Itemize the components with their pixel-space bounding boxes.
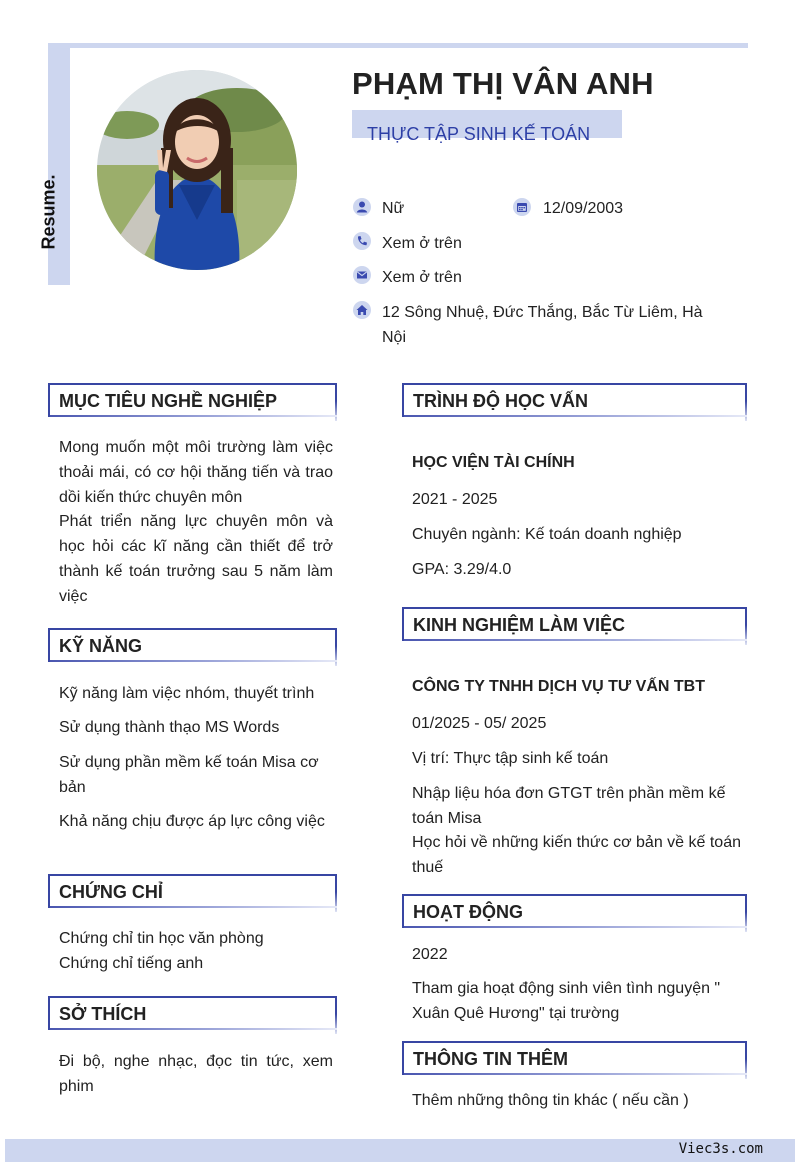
- activity-year: 2022: [412, 946, 448, 963]
- phone-icon: [353, 232, 371, 250]
- skill-item: Sử dụng thành thạo MS Words: [59, 719, 280, 736]
- home-icon: [353, 301, 371, 319]
- certificates-title: CHỨNG CHỈ: [59, 882, 163, 902]
- certificate-item: Chứng chỉ tiếng anh: [59, 955, 204, 972]
- education-major: Chuyên ngành: Kế toán doanh nghiệp: [412, 526, 682, 543]
- footer-bar: [5, 1139, 795, 1162]
- profile-photo: [97, 70, 297, 270]
- email-icon: [353, 266, 371, 284]
- extra-section-header: [402, 1041, 747, 1075]
- certificates-section-header: [48, 874, 337, 908]
- experience-period: 01/2025 - 05/ 2025: [412, 715, 547, 732]
- activities-section-header: [402, 894, 747, 928]
- extra-title: THÔNG TIN THÊM: [413, 1049, 568, 1069]
- experience-section-header: [402, 607, 747, 641]
- experience-task: Nhập liệu hóa đơn GTGT trên phần mềm kế toán Misa: [412, 785, 726, 827]
- phone-value: Xem ở trên: [382, 235, 462, 252]
- resume-side-label: Resume.: [38, 174, 59, 250]
- skill-item: Sử dụng phần mềm kế toán Misa cơ bản: [59, 754, 319, 796]
- candidate-name: PHẠM THỊ VÂN ANH: [352, 66, 654, 101]
- experience-task: Học hỏi về những kiến thức cơ bản về kế toán thuế: [412, 834, 741, 876]
- education-gpa: GPA: 3.29/4.0: [412, 561, 512, 578]
- objective-title: MỤC TIÊU NGHỀ NGHIỆP: [59, 391, 278, 411]
- company-name: CÔNG TY TNHH DỊCH VỤ TƯ VẤN TBT: [412, 678, 705, 695]
- skills-title: KỸ NĂNG: [59, 636, 143, 656]
- education-title: TRÌNH ĐỘ HỌC VẤN: [413, 391, 588, 411]
- top-accent-bar: [48, 43, 748, 48]
- gender-value: Nữ: [382, 200, 405, 217]
- objective-section-header: [48, 383, 337, 417]
- skill-item: Kỹ năng làm việc nhóm, thuyết trình: [59, 685, 315, 702]
- extra-text: Thêm những thông tin khác ( nếu cần ): [412, 1092, 689, 1109]
- education-section-header: [402, 383, 747, 417]
- activity-text: Tham gia hoạt động sinh viên tình nguyện " Xuân Quê Hương" tại trường: [412, 980, 721, 1022]
- birthday-value: 12/09/2003: [543, 200, 624, 217]
- candidate-role: THỰC TẬP SINH KẾ TOÁN: [367, 124, 591, 144]
- user-icon: [353, 198, 371, 216]
- school-name: HỌC VIỆN TÀI CHÍNH: [412, 454, 575, 471]
- hobbies-title: SỞ THÍCH: [59, 1004, 147, 1024]
- objective-line-2: Phát triển năng lực chuyên môn và học hỏi các kĩ năng cần thiết để trở thành kế toán trưởng sau 5 năm làm việc: [59, 513, 333, 605]
- objective-line-1: Mong muốn một môi trường làm việc thoải mái, có cơ hội thăng tiến và trao dồi kiến thức chuyên môn: [59, 439, 333, 506]
- address-value: 12 Sông Nhuệ, Đức Thắng, Bắc Từ Liêm, Hà Nội: [382, 304, 703, 346]
- skill-item: Khả năng chịu được áp lực công việc: [59, 813, 325, 830]
- calendar-icon: [513, 198, 531, 216]
- experience-position: Vị trí: Thực tập sinh kế toán: [412, 750, 609, 767]
- hobbies-section-header: [48, 996, 337, 1030]
- hobbies-text: Đi bộ, nghe nhạc, đọc tin tức, xem phim: [59, 1053, 333, 1095]
- activities-title: HOẠT ĐỘNG: [413, 902, 523, 922]
- certificate-item: Chứng chỉ tin học văn phòng: [59, 930, 264, 947]
- footer-brand: Viec3s.com: [678, 1141, 763, 1157]
- email-value: Xem ở trên: [382, 269, 462, 286]
- experience-title: KINH NGHIỆM LÀM VIỆC: [413, 615, 626, 635]
- skills-section-header: [48, 628, 337, 662]
- education-period: 2021 - 2025: [412, 491, 498, 508]
